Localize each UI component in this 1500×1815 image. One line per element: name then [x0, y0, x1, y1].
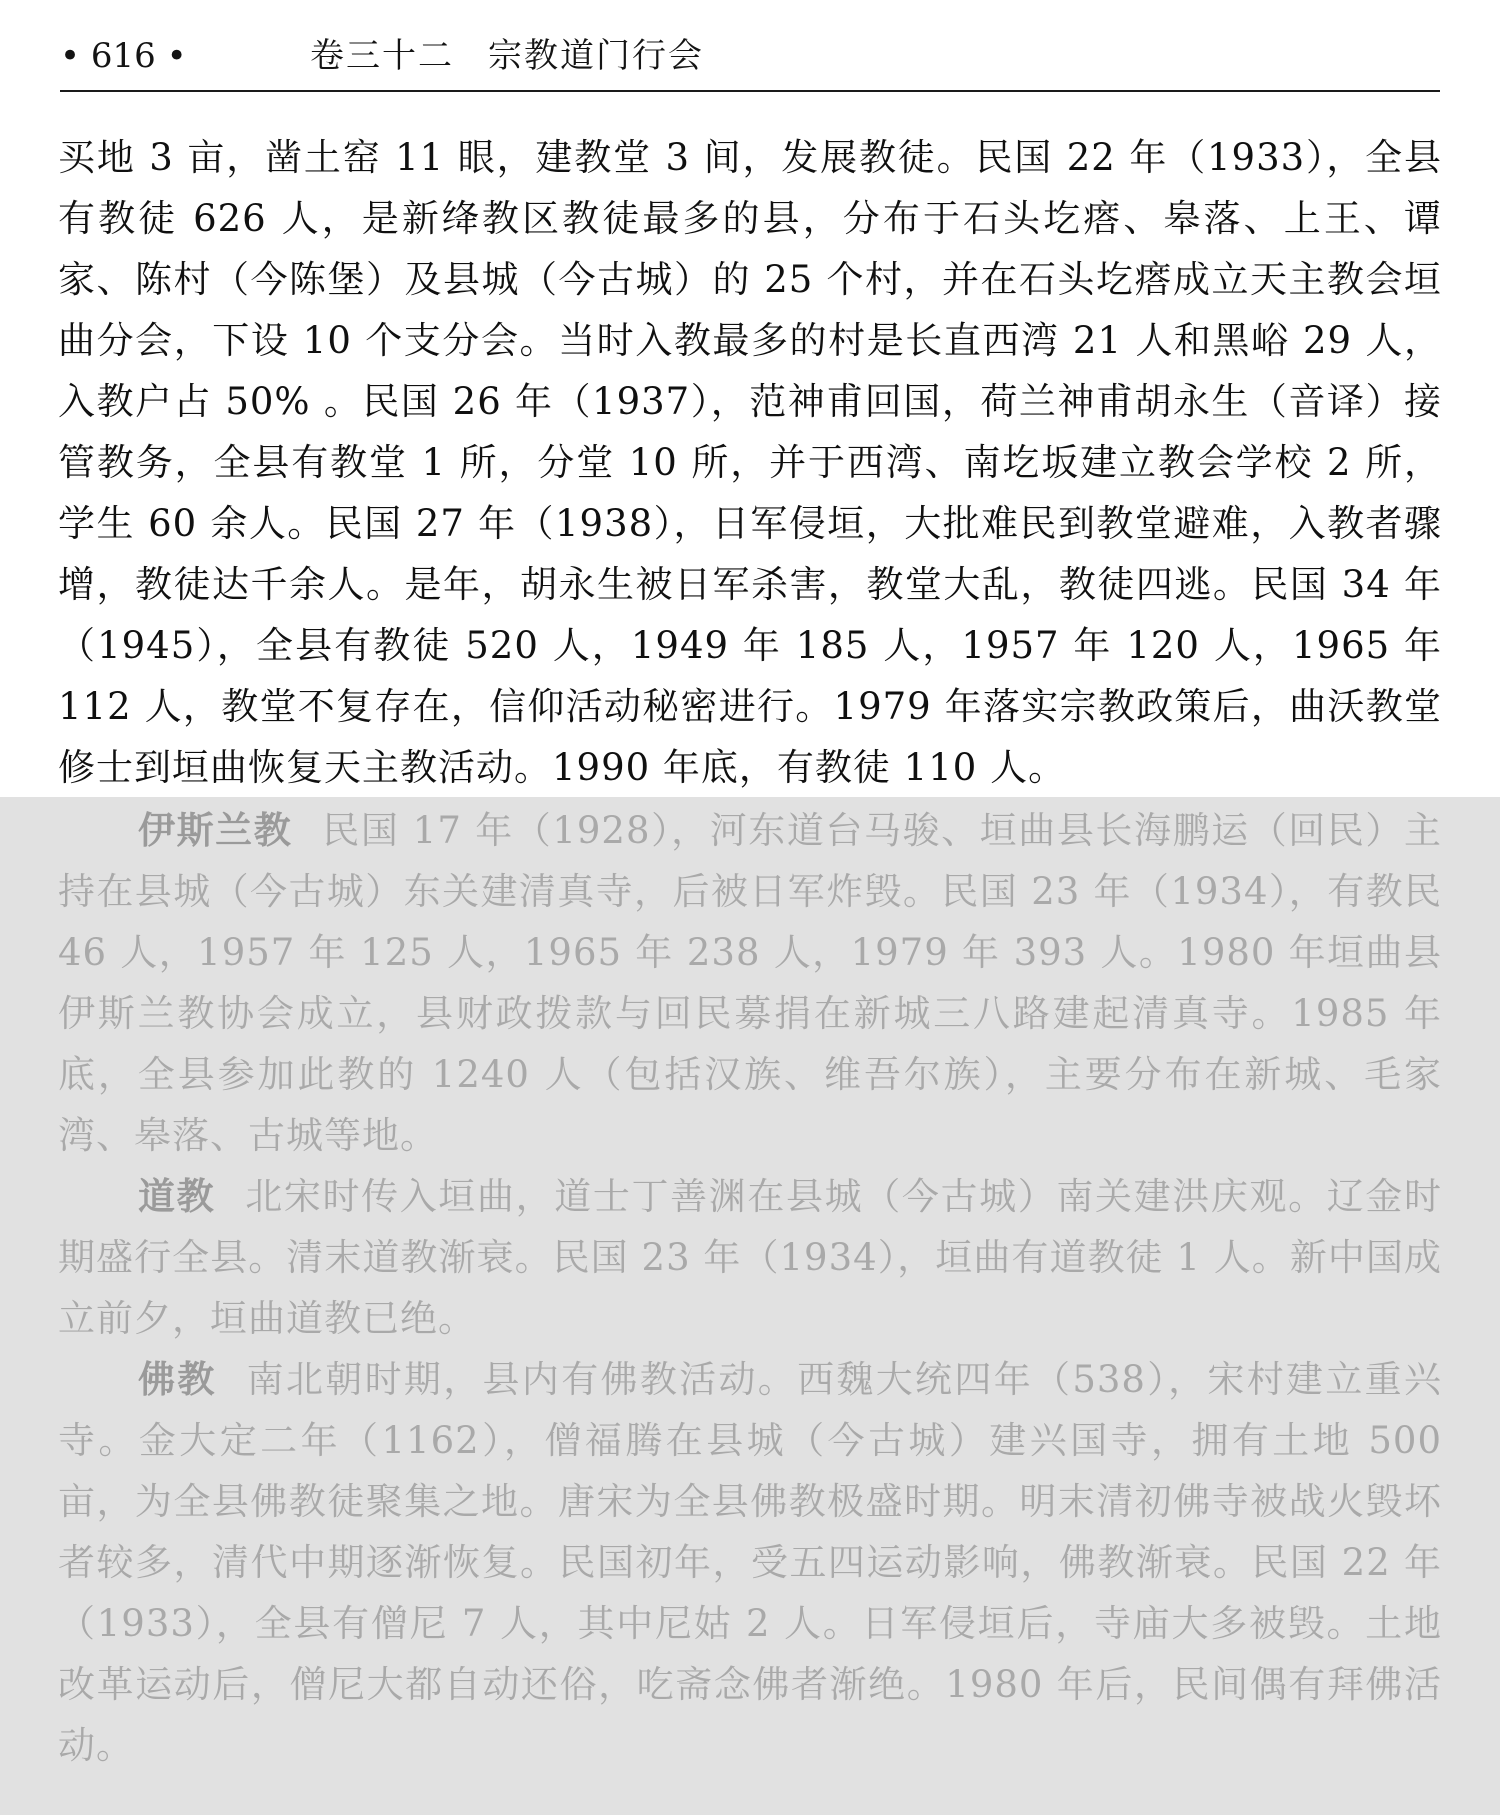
taoism-term: 道教	[138, 1174, 216, 1218]
lower-sections	[58, 800, 1442, 1776]
taoism-text: 北宋时传入垣曲，道士丁善渊在县城（今古城）南关建洪庆观。辽金时期盛行全县。清末道教渐衰。民国 23 年（1934），垣曲有道教徒 1 人。新中国成立前夕，垣曲道教已绝。	[58, 1175, 1442, 1340]
volume-title: 卷三十二	[310, 36, 454, 76]
buddhism-term: 佛教	[138, 1357, 217, 1401]
islam-paragraph	[58, 800, 1442, 1166]
taoism-paragraph	[58, 1166, 1442, 1349]
buddhism-paragraph	[58, 1349, 1442, 1776]
buddhism-text: 南北朝时期，县内有佛教活动。西魏大统四年（538），宋村建立重兴寺。金大定二年（1162），僧福腾在县城（今古城）建兴国寺，拥有土地 500 亩，为全县佛教徒聚集之地。唐宋为全县佛教极盛时期。明末清初佛寺被战火毁坏者较多，清代中期逐渐恢复。民国初年，受五四运动影响，佛教渐衰。民国 22 年（1933），全县有僧尼 7 人，其中尼姑 2 人。日军侵垣后，寺庙大多被毁。土地改革运动后，僧尼大都自动还俗，吃斋念佛者渐绝。1980 年后，民间偶有拜佛活动。	[58, 1358, 1442, 1767]
page-number: • 616 •	[60, 36, 187, 76]
section-title: 宗教道门行会	[488, 36, 704, 76]
islam-text: 民国 17 年（1928），河东道台马骏、垣曲县长海鹏运（回民）主持在县城（今古城）东关建清真寺，后被日军炸毁。民国 23 年（1934），有教民 46 人，1957 年 125 人，1965 年 238 人，1979 年 393 人。1980 年垣曲县伊斯兰教协会成立，县财政拨款与回民募捐在新城三八路建起清真寺。1985 年底，全县参加此教的 1240 人（包括汉族、维吾尔族），主要分布在新城、毛家湾、皋落、古城等地。	[58, 809, 1443, 1157]
catholic-continued-paragraph: 买地 3 亩，凿土窑 11 眼，建教堂 3 间，发展教徒。民国 22 年（1933），全县有教徒 626 人，是新绛教区教徒最多的县，分布于石头圪瘩、皋落、上王、谭家、陈村（今陈堡）及县城（今古城）的 25 个村，并在石头圪瘩成立天主教会垣曲分会，下设 10 个支分会。当时入教最多的村是长直西湾 21 人和黑峪 29 人，入教户占 50% 。民国 26 年（1937），范神甫回国，荷兰神甫胡永生（音译）接管教务，全县有教堂 1 所，分堂 10 所，并于西湾、南圪坂建立教会学校 2 所，学生 60 余人。民国 27 年（1938），日军侵垣，大批难民到教堂避难，入教者骤增，教徒达千余人。是年，胡永生被日军杀害，教堂大乱，教徒四逃。民国 34 年（1945），全县有教徒 520 人，1949 年 185 人，1957 年 120 人，1965 年 112 人，教堂不复存在，信仰活动秘密进行。1979 年落实宗教政策后，曲沃教堂修士到垣曲恢复天主教活动。1990 年底，有教徒 110 人。	[58, 136, 1442, 789]
page-header	[60, 30, 1440, 92]
islam-term: 伊斯兰教	[138, 808, 293, 852]
